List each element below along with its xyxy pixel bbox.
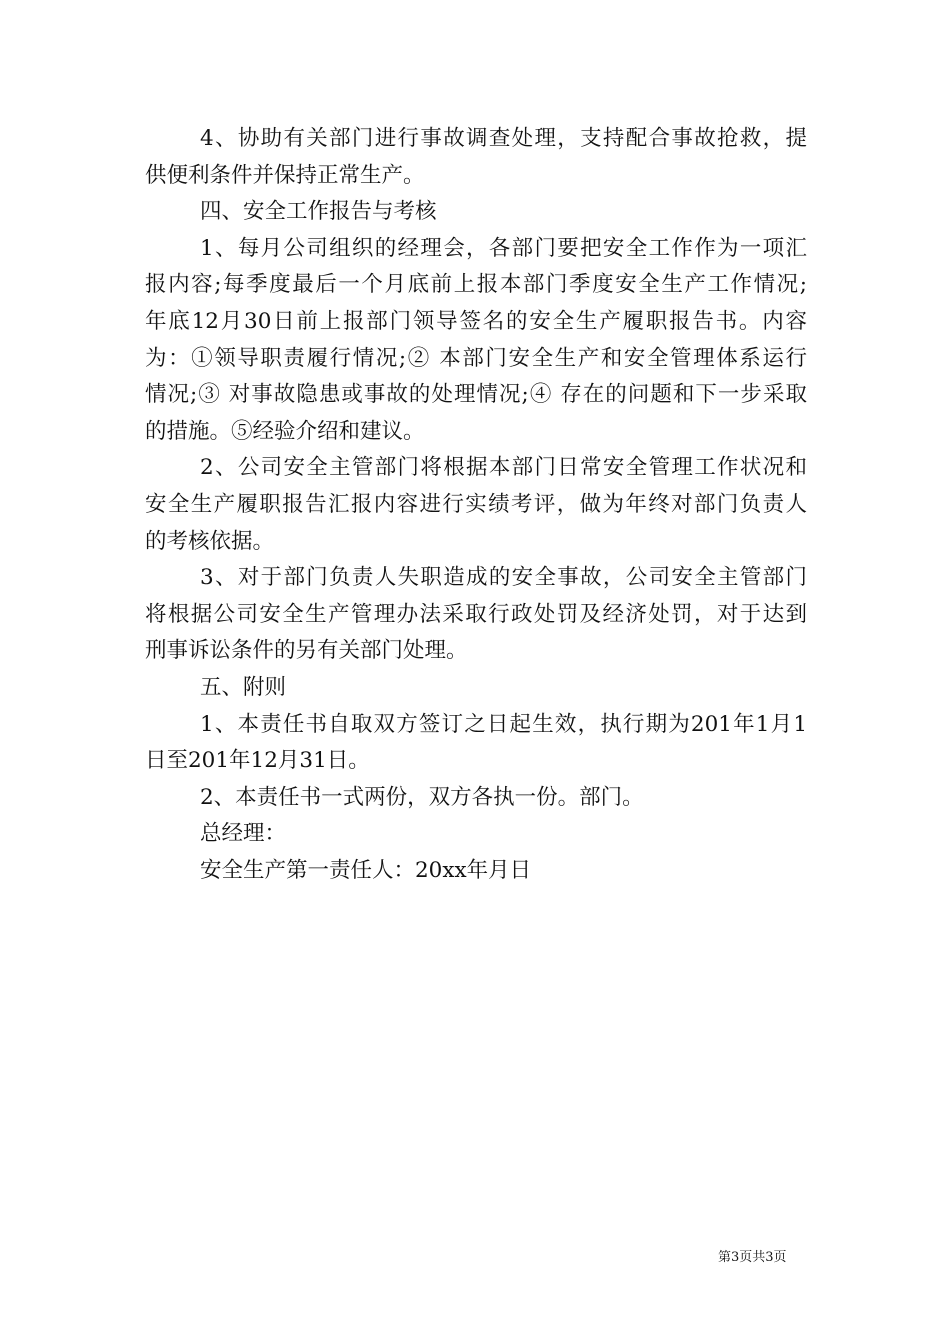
- text-line: 报内容;每季度最后一个月底前上报本部门季度安全生产工作情况;: [145, 272, 807, 298]
- paragraph-report-1: [145, 231, 807, 451]
- document-body: [145, 121, 807, 889]
- heading-text: 四、安全工作报告与考核: [200, 199, 437, 225]
- section-heading-5: [145, 670, 807, 707]
- text-line: 3、对于部门负责人失职造成的安全事故，公司安全主管部门: [200, 565, 807, 591]
- paragraph-report-2: [145, 450, 807, 560]
- text-line: 的措施。⑤经验介绍和建议。: [145, 418, 425, 444]
- text-line: 总经理：: [200, 821, 287, 847]
- text-line: 4、协助有关部门进行事故调查处理，支持配合事故抢救，提: [200, 126, 807, 151]
- text-line: 年底12月30日前上报部门领导签名的安全生产履职报告书。内容: [145, 308, 807, 334]
- paragraph-report-3: [145, 560, 807, 670]
- text-line: 1、每月公司组织的经理会，各部门要把安全工作作为一项汇: [200, 235, 807, 261]
- text-line: 供便利条件并保持正常生产。: [145, 162, 425, 188]
- signature-general-manager: [145, 816, 807, 853]
- text-line: 日至201年12月31日。: [145, 748, 370, 774]
- text-line: 安全生产第一责任人：20xx年月日: [200, 857, 532, 883]
- text-line: 情况;③ 对事故隐患或事故的处理情况;④ 存在的问题和下一步采取: [145, 382, 807, 408]
- section-heading-4: [145, 194, 807, 231]
- paragraph-appendix-2: [145, 780, 807, 817]
- page-number: 第3页共3页: [718, 1250, 787, 1265]
- text-line: 刑事诉讼条件的另有关部门处理。: [145, 638, 468, 664]
- paragraph-appendix-1: [145, 707, 807, 780]
- heading-text: 五、附则: [200, 674, 287, 700]
- text-line: 1、本责任书自取双方签订之日起生效，执行期为201年1月1: [200, 711, 807, 737]
- signature-safety-responsible: [145, 853, 807, 890]
- text-line: 将根据公司安全生产管理办法采取行政处罚及经济处罚，对于达到: [145, 601, 807, 627]
- text-line: 为：①领导职责履行情况;② 本部门安全生产和安全管理体系运行: [145, 345, 807, 371]
- text-line: 2、公司安全主管部门将根据本部门日常安全管理工作状况和: [200, 455, 807, 481]
- text-line: 2、本责任书一式两份，双方各执一份。部门。: [200, 784, 644, 810]
- text-line: 的考核依据。: [145, 528, 275, 554]
- text-line: 安全生产履职报告汇报内容进行实绩考评，做为年终对部门负责人: [145, 491, 807, 517]
- paragraph-item-4: [145, 121, 807, 194]
